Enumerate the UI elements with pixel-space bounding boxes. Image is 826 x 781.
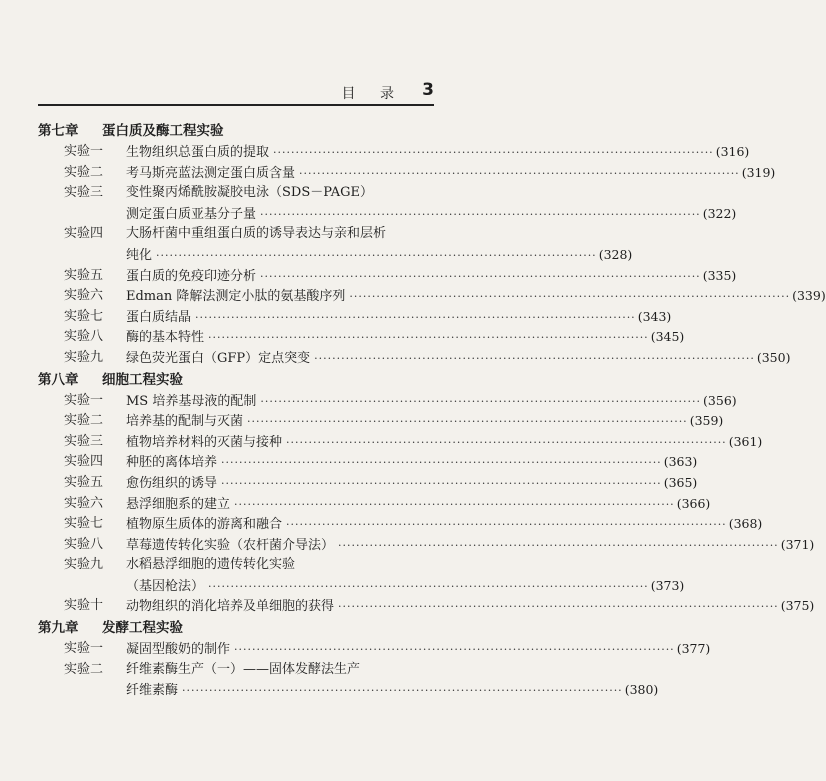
experiment-title: 动物组织的消化培养及单细胞的获得 bbox=[126, 599, 335, 615]
entry-line bbox=[126, 224, 434, 245]
entry-line bbox=[126, 555, 434, 576]
dot-leader: ·································································································· bbox=[349, 290, 791, 304]
dot-leader: ·································································································· bbox=[260, 269, 701, 283]
page-number: (322) bbox=[702, 205, 737, 221]
toc-entry[interactable] bbox=[38, 514, 763, 535]
chapter-title: 细胞工程实验 bbox=[102, 371, 183, 388]
experiment-title: 变性聚丙烯酰胺凝胶电泳（SDS－PAGE） bbox=[126, 185, 374, 201]
experiment-title: 植物培养材料的灭菌与接种 bbox=[126, 434, 283, 450]
entry-line bbox=[126, 680, 659, 701]
toc-entry[interactable] bbox=[38, 224, 633, 265]
toc-entry[interactable] bbox=[38, 660, 659, 701]
experiment-title: 纯化 bbox=[126, 247, 153, 263]
experiment-label: 实验八 bbox=[64, 536, 104, 552]
experiment-title: 绿色荧光蛋白（GFP）定点突变 bbox=[126, 350, 311, 366]
chapter-label: 第九章 bbox=[38, 620, 79, 637]
page-number: (350) bbox=[756, 349, 791, 365]
dot-leader: ·································································································· bbox=[221, 476, 662, 490]
header-title: 目 录 bbox=[341, 86, 404, 102]
page-number: (373) bbox=[650, 577, 685, 593]
entry-line bbox=[126, 245, 633, 266]
dot-leader: ·································································································· bbox=[208, 331, 649, 345]
experiment-label: 实验一 bbox=[64, 392, 104, 408]
experiment-title: 纤维素酶生产（一）——固体发酵法生产 bbox=[126, 661, 361, 677]
entry-line bbox=[126, 576, 685, 597]
experiment-title: MS 培养基母液的配制 bbox=[126, 393, 257, 409]
page-number: (365) bbox=[663, 474, 698, 490]
toc-entry[interactable] bbox=[38, 596, 815, 617]
entry-line bbox=[126, 494, 711, 515]
entry-line bbox=[126, 391, 737, 412]
toc-entry[interactable] bbox=[38, 432, 763, 453]
dot-leader: ·································································································· bbox=[247, 415, 688, 429]
experiment-title: 悬浮细胞系的建立 bbox=[126, 496, 231, 512]
entry-line bbox=[126, 204, 737, 225]
experiment-title: 草莓遗传转化实验（农杆菌介导法） bbox=[126, 537, 335, 553]
page-number: (366) bbox=[676, 495, 711, 511]
page-number: (339) bbox=[792, 288, 826, 304]
chapter-title: 发酵工程实验 bbox=[102, 620, 183, 637]
experiment-label: 实验二 bbox=[64, 413, 104, 429]
experiment-title: 培养基的配制与灭菌 bbox=[126, 414, 244, 430]
experiment-title: （基因枪法） bbox=[126, 578, 205, 594]
experiment-title: 水稻悬浮细胞的遗传转化实验 bbox=[126, 557, 296, 573]
experiment-title: 纤维素酶 bbox=[126, 683, 179, 699]
experiment-label: 实验二 bbox=[64, 164, 104, 180]
page-number: (328) bbox=[598, 246, 633, 262]
dot-leader: ·································································································· bbox=[299, 166, 740, 180]
toc-entry[interactable] bbox=[38, 555, 685, 596]
experiment-label: 实验三 bbox=[64, 433, 104, 449]
toc-entry[interactable] bbox=[38, 142, 750, 163]
page-number: (380) bbox=[624, 682, 659, 698]
experiment-label: 实验七 bbox=[64, 516, 104, 532]
entry-line bbox=[126, 639, 711, 660]
toc-entry[interactable] bbox=[38, 307, 672, 328]
dot-leader: ·································································································· bbox=[195, 310, 636, 324]
dot-leader: ·································································································· bbox=[182, 684, 623, 698]
entry-line bbox=[126, 327, 685, 348]
experiment-label: 实验一 bbox=[64, 641, 104, 657]
table-of-contents bbox=[38, 120, 826, 701]
dot-leader: ·································································································· bbox=[208, 579, 649, 593]
page-number: (359) bbox=[689, 413, 724, 429]
toc-entry[interactable] bbox=[38, 452, 698, 473]
entry-line bbox=[126, 183, 434, 204]
dot-leader: ·································································································· bbox=[234, 497, 675, 511]
entry-line bbox=[126, 660, 434, 681]
chapter-heading[interactable] bbox=[38, 369, 434, 391]
dot-leader: ·································································································· bbox=[273, 146, 714, 159]
page-number: (335) bbox=[702, 267, 737, 283]
dot-leader: ·································································································· bbox=[156, 248, 597, 262]
toc-entry[interactable] bbox=[38, 163, 776, 184]
entry-line bbox=[126, 411, 724, 432]
entry-line bbox=[126, 286, 826, 307]
entry-line bbox=[126, 473, 698, 494]
experiment-label: 实验五 bbox=[64, 474, 104, 490]
experiment-label: 实验三 bbox=[64, 185, 104, 201]
entry-line bbox=[126, 142, 750, 163]
entry-line bbox=[126, 163, 776, 184]
page-number: (377) bbox=[676, 641, 711, 657]
experiment-title: 蛋白质结晶 bbox=[126, 309, 192, 325]
dot-leader: ·································································································· bbox=[221, 456, 662, 470]
page-number: (319) bbox=[741, 164, 776, 180]
toc-entry[interactable] bbox=[38, 327, 685, 348]
dot-leader: ·································································································· bbox=[260, 207, 701, 221]
header-page-number: 3 bbox=[422, 80, 434, 100]
experiment-title: 生物组织总蛋白质的提取 bbox=[126, 145, 270, 160]
toc-entry[interactable] bbox=[38, 286, 826, 307]
entry-line bbox=[126, 514, 763, 535]
toc-entry[interactable] bbox=[38, 535, 815, 556]
dot-leader: ·································································································· bbox=[338, 538, 779, 552]
experiment-label: 实验十 bbox=[64, 598, 104, 614]
experiment-title: 凝固型酸奶的制作 bbox=[126, 642, 231, 658]
toc-entry[interactable] bbox=[38, 639, 711, 660]
experiment-title: 大肠杆菌中重组蛋白质的诱导表达与亲和层析 bbox=[126, 226, 387, 242]
experiment-title: 种胚的离体培养 bbox=[126, 455, 218, 471]
header-rule bbox=[38, 104, 434, 106]
chapter-heading[interactable] bbox=[38, 120, 434, 142]
page-number: (371) bbox=[780, 536, 815, 552]
experiment-label: 实验九 bbox=[64, 557, 104, 573]
chapter-heading[interactable] bbox=[38, 617, 434, 639]
experiment-title: 酶的基本特性 bbox=[126, 330, 205, 346]
experiment-label: 实验五 bbox=[64, 267, 104, 283]
experiment-title: 蛋白质的免疫印迹分析 bbox=[126, 268, 257, 284]
entry-line bbox=[126, 432, 763, 453]
dot-leader: ·································································································· bbox=[234, 643, 675, 657]
experiment-label: 实验四 bbox=[64, 454, 104, 470]
entry-line bbox=[126, 596, 815, 617]
experiment-label: 实验九 bbox=[64, 349, 104, 365]
experiment-title: 植物原生质体的游离和融合 bbox=[126, 517, 283, 533]
page-number: (343) bbox=[637, 308, 672, 324]
page-header bbox=[38, 80, 434, 104]
experiment-label: 实验六 bbox=[64, 495, 104, 511]
toc-entry[interactable] bbox=[38, 494, 711, 515]
entry-line bbox=[126, 307, 672, 328]
entry-line bbox=[126, 348, 791, 369]
entry-line bbox=[126, 535, 815, 556]
experiment-label: 实验二 bbox=[64, 661, 104, 677]
dot-leader: ·································································································· bbox=[260, 394, 702, 408]
dot-leader: ·································································································· bbox=[286, 518, 727, 532]
experiment-label: 实验七 bbox=[64, 308, 104, 324]
dot-leader: ·································································································· bbox=[314, 351, 755, 365]
page-number: (316) bbox=[715, 144, 750, 159]
dot-leader: ·································································································· bbox=[338, 600, 779, 614]
entry-line bbox=[126, 452, 698, 473]
page-number: (345) bbox=[650, 329, 685, 345]
experiment-title: 愈伤组织的诱导 bbox=[126, 475, 218, 491]
toc-entry[interactable] bbox=[38, 473, 698, 494]
experiment-label: 实验四 bbox=[64, 226, 104, 242]
experiment-title: 考马斯亮蓝法测定蛋白质含量 bbox=[126, 165, 296, 181]
page-number: (363) bbox=[663, 454, 698, 470]
chapter-label: 第八章 bbox=[38, 371, 79, 388]
toc-entry[interactable] bbox=[38, 348, 791, 369]
toc-entry[interactable] bbox=[38, 266, 737, 287]
experiment-label: 实验一 bbox=[64, 144, 104, 159]
experiment-label: 实验八 bbox=[64, 329, 104, 345]
entry-line bbox=[126, 266, 737, 287]
experiment-title: Edman 降解法测定小肽的氨基酸序列 bbox=[126, 289, 346, 305]
page-number: (368) bbox=[728, 516, 763, 532]
toc-entry[interactable] bbox=[38, 391, 737, 412]
dot-leader: ·································································································· bbox=[286, 435, 727, 449]
chapter-label: 第七章 bbox=[38, 123, 79, 139]
page-number: (361) bbox=[728, 433, 763, 449]
page-number: (375) bbox=[780, 598, 815, 614]
page-number: (356) bbox=[703, 392, 737, 408]
chapter-title: 蛋白质及酶工程实验 bbox=[102, 123, 224, 139]
toc-entry[interactable] bbox=[38, 411, 724, 432]
toc-entry[interactable] bbox=[38, 183, 737, 224]
experiment-label: 实验六 bbox=[64, 288, 104, 304]
experiment-title: 测定蛋白质亚基分子量 bbox=[126, 206, 257, 222]
